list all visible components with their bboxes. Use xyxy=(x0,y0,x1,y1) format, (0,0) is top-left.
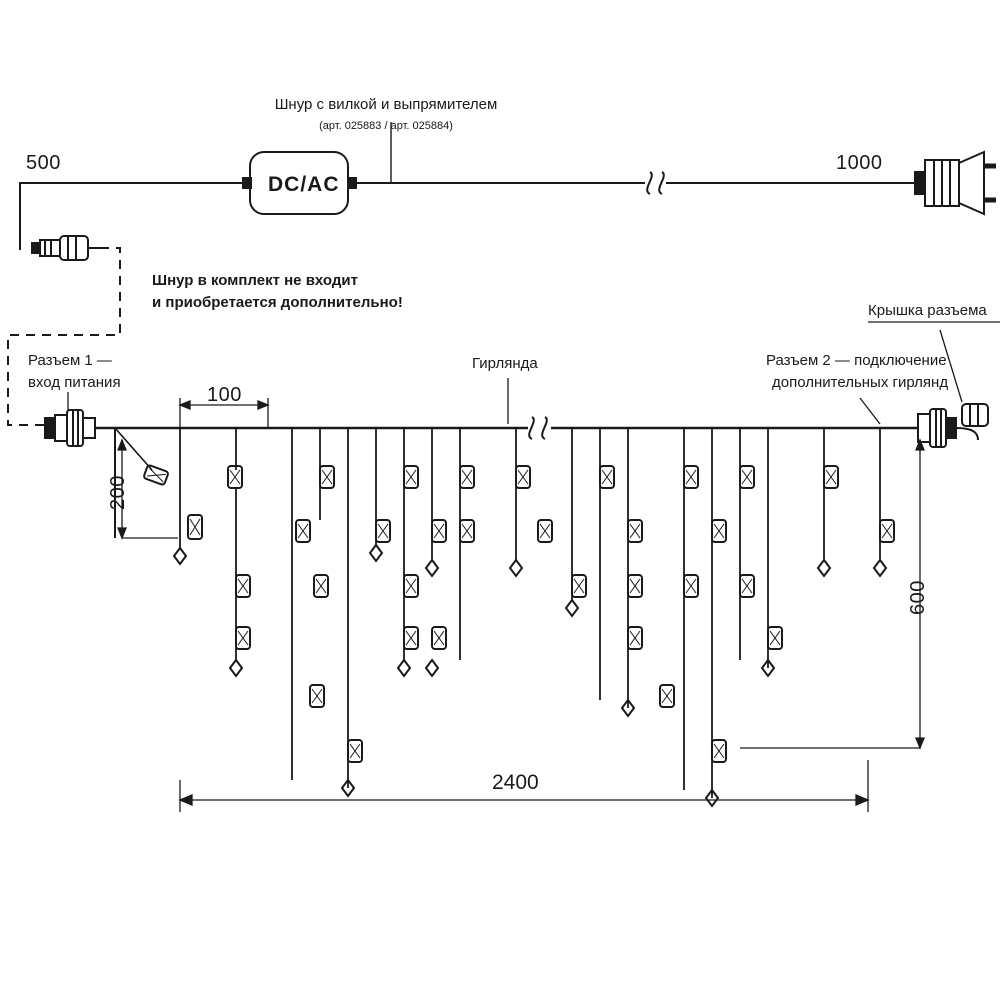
note-not-included-line1: Шнур в комплект не входит xyxy=(152,272,358,289)
led-bulb xyxy=(143,465,168,486)
dim-short-drop-label: 200 xyxy=(107,475,129,510)
dim-spacing-label: 100 xyxy=(207,384,242,406)
dim-left-cord-label: 500 xyxy=(26,152,61,174)
callout-connector2-line1: Разъем 2 — подключение xyxy=(766,352,947,369)
connector-1 xyxy=(45,410,95,446)
callout-garland: Гирлянда xyxy=(472,355,538,372)
adapter-label: DC/AC xyxy=(268,173,340,196)
dashed-link-path xyxy=(8,248,120,425)
callout-connector1-line2: вход питания xyxy=(28,374,121,391)
cord-label-article: (арт. 025883 / арт. 025884) xyxy=(319,120,453,132)
loose-connector xyxy=(32,236,88,260)
cap-tether xyxy=(956,428,978,440)
break-symbol-top-1 xyxy=(647,172,652,194)
callout-connector2-line2: дополнительных гирлянд xyxy=(772,374,949,391)
break-symbol-top-2 xyxy=(659,172,664,194)
drop-strands xyxy=(174,428,894,806)
adapter-left-boot xyxy=(243,178,251,188)
dim-total-length-label: 2400 xyxy=(492,771,539,794)
note-not-included-line2: и приобретается дополнительно! xyxy=(152,294,403,311)
plug-boot xyxy=(915,172,925,194)
dim-long-drop-label: 600 xyxy=(907,580,929,615)
plug-head xyxy=(959,152,984,214)
dim-right-cord-label: 1000 xyxy=(836,152,883,174)
connector-cap xyxy=(962,404,988,426)
callout-connector1-line1: Разъем 1 — xyxy=(28,352,112,369)
adapter-right-boot xyxy=(348,178,356,188)
break-symbol-bus-2 xyxy=(542,417,547,439)
break-symbol-bus-1 xyxy=(529,417,534,439)
callout-cap: Крышка разъема xyxy=(868,302,987,319)
loose-connector-body xyxy=(60,236,88,260)
cord-label-title: Шнур с вилкой и выпрямителем xyxy=(274,96,498,113)
connector-2 xyxy=(918,404,988,447)
connector2-leader xyxy=(860,398,880,424)
